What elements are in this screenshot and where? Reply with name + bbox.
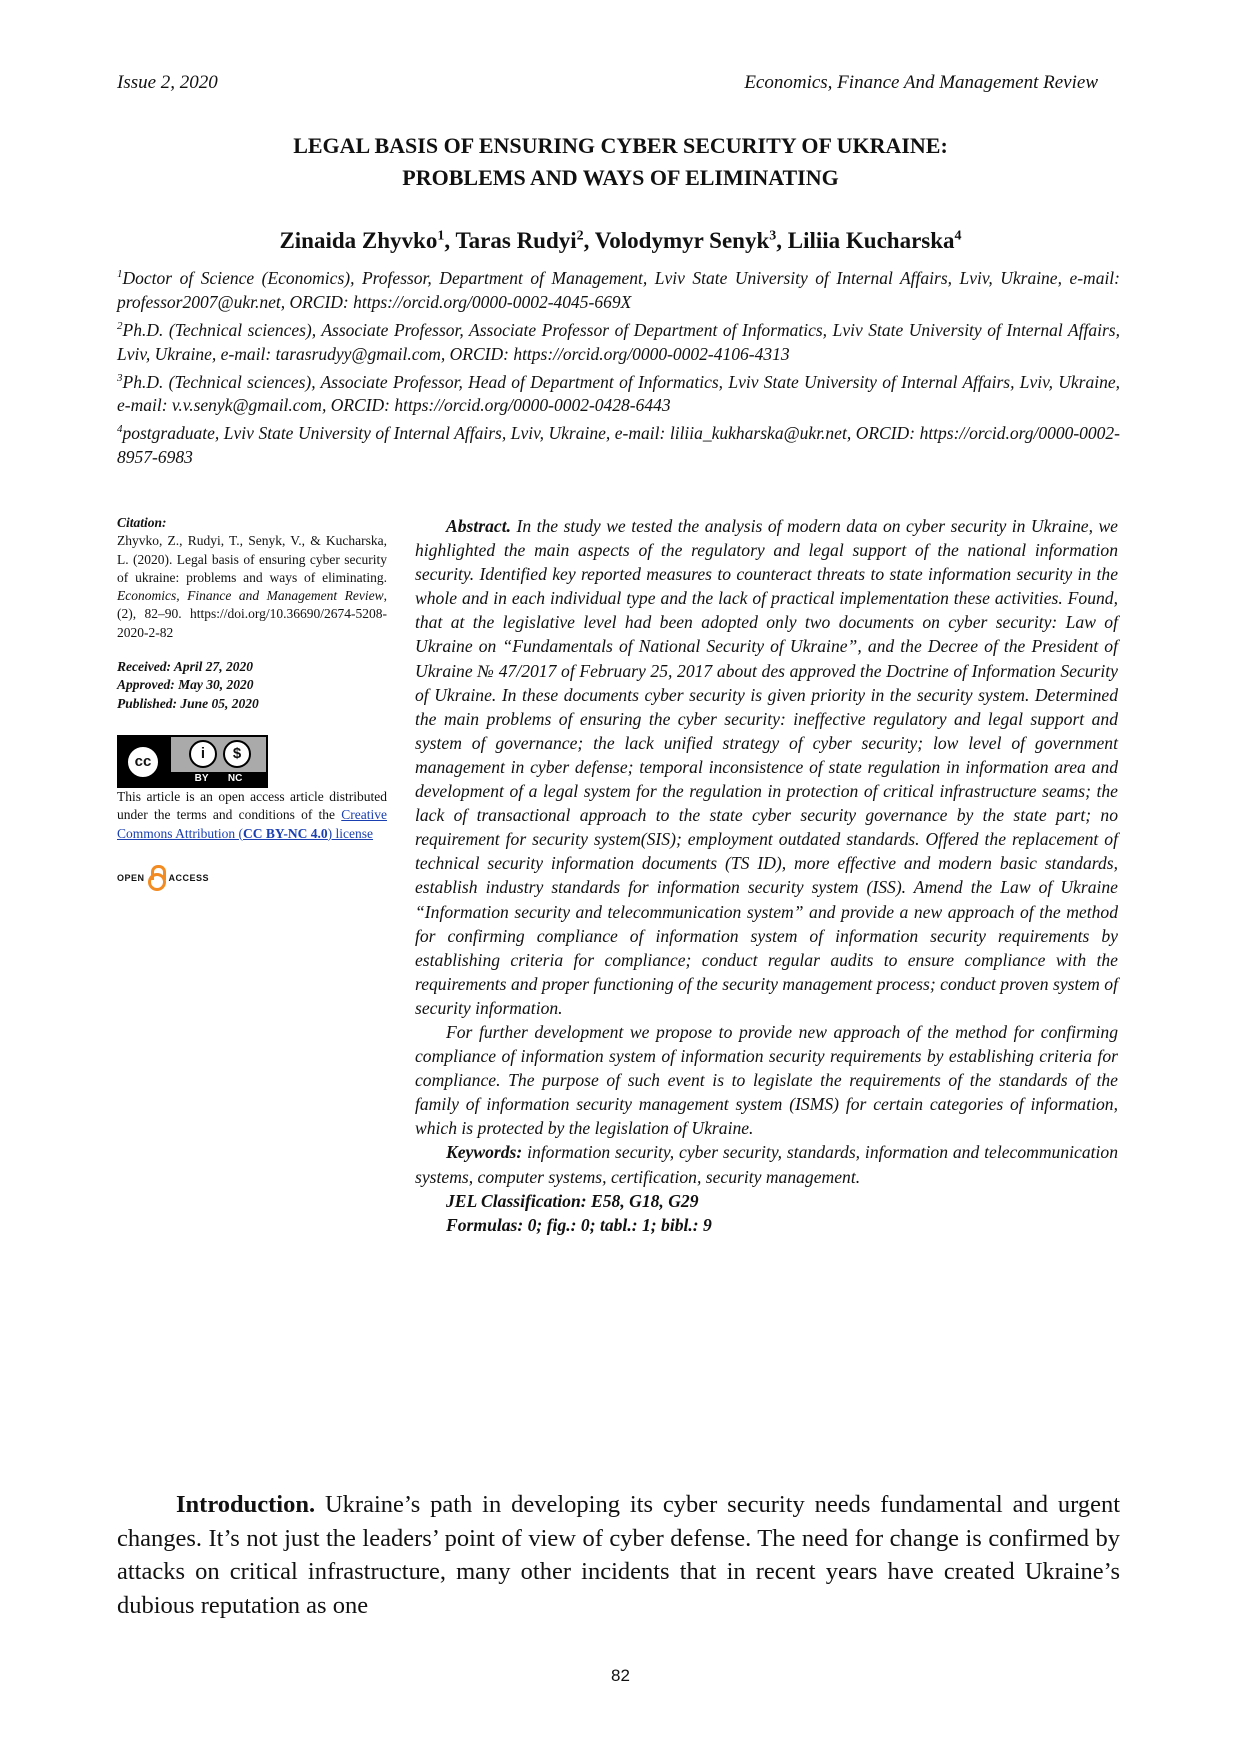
open-access-open: OPEN <box>117 872 145 883</box>
nc-label: NC <box>227 772 243 784</box>
introduction-text: Ukraine’s path in developing its cyber security needs fundamental and urgent changes. It’s not just the leaders’ point of view of cyber defense. The need for change is confirmed by attacks on critical infrastructure, many other incidents that in recent years have created Ukraine’s dubious reputation as one <box>117 1491 1120 1619</box>
affiliation-sup: 1 <box>117 268 123 280</box>
affiliation <box>117 417 1120 469</box>
license-text <box>117 788 387 843</box>
open-access-logo <box>117 865 387 891</box>
citation-doi: , (2), 82–90. https://doi.org/10.36690/2674-5208-2020-2-82 <box>117 588 387 640</box>
citation-journal: Economics, Finance and Management Review <box>117 588 384 604</box>
author-separator: , <box>776 228 788 253</box>
author-sup: 1 <box>437 228 445 244</box>
author-sup: 3 <box>769 228 777 244</box>
affiliation <box>117 262 1120 314</box>
affiliation-text: postgraduate, Lviv State University of Internal Affairs, Lviv, Ukraine, e-mail: liliia_kukharska@ukr.net, ORCID: https://orcid.org/0000-0002-8957-6983 <box>117 423 1120 468</box>
article-sidebar <box>117 514 387 891</box>
formulas-text: Formulas: 0; fig.: 0; tabl.: 1; bibl.: 9 <box>446 1214 712 1235</box>
cc-icon: cc <box>125 744 161 780</box>
noncommercial-icon: $ <box>223 740 251 768</box>
abstract-paragraph-2: For further development we propose to provide new approach of the method for confirming compliance of information system of information security requirements by establishing criteria for compliance. The purpose of such event is to legislate the requirements of the standards of the family of information security management system (ISMS) for certain categories of information, which is protected by the legislation of Ukraine. <box>415 1021 1118 1139</box>
license-link-part: Creative Commons Attribution ( <box>117 807 387 841</box>
introduction-label: Introduction. <box>176 1491 316 1518</box>
author-sup: 2 <box>576 228 584 244</box>
jel-classification <box>415 1189 1118 1213</box>
affiliation-text: Ph.D. (Technical sciences), Associate Professor, Associate Professor of Department of Informatics, Lviv State University of Internal Affairs, Lviv, Ukraine, e-mail: tarasrudyy@gmail.com, ORCID: https://orcid.org/0000-0002-4106-4313 <box>117 319 1120 364</box>
keywords <box>415 1140 1118 1188</box>
citation-text <box>117 532 387 642</box>
abstract <box>415 514 1118 1237</box>
cc-badge-bar <box>171 772 266 786</box>
abstract-paragraph <box>415 514 1118 1020</box>
abstract-label: Abstract. <box>446 516 512 536</box>
introduction-paragraph <box>117 1488 1120 1622</box>
issue-label: Issue 2, 2020 <box>117 72 218 93</box>
attribution-icon: i <box>189 740 217 768</box>
page-number: 82 <box>611 1666 630 1685</box>
open-access-access: ACCESS <box>168 872 210 883</box>
author-separator: , <box>444 228 456 253</box>
author-name: Volodymyr Senyk <box>594 228 770 253</box>
affiliation-text: Ph.D. (Technical sciences), Associate Professor, Head of Department of Informatics, Lviv State University of Internal Affairs, Lviv, Ukraine, e-mail: v.v.senyk@gmail.com, ORCID: https://orcid.org/0000-0002-0428-6443 <box>117 371 1120 416</box>
keywords-text: information security, cyber security, standards, information and telecommunication systems, computer systems, certification, security management. <box>415 1142 1118 1187</box>
affiliation <box>117 314 1120 366</box>
keywords-label: Keywords: <box>446 1142 523 1163</box>
author-separator: , <box>583 228 595 253</box>
affiliation-sup: 3 <box>117 371 123 384</box>
author-name: Liliia Kucharska <box>787 228 955 253</box>
citation-authors: Zhyvko, Z., Rudyi, T., Senyk, V., & Kucharska, L. (2020). Legal basis of ensuring cyber security of ukraine: problems and ways of eliminating. <box>117 533 387 585</box>
affiliations <box>117 262 1120 469</box>
journal-name: Economics, Finance And Management Review <box>744 72 1098 93</box>
title-line: PROBLEMS AND WAYS OF ELIMINATING <box>402 165 839 190</box>
published-date: Published: June 05, 2020 <box>117 695 259 711</box>
approved-date: Approved: May 30, 2020 <box>117 677 254 693</box>
license-link-bold: CC BY-NC 4.0 <box>243 825 328 841</box>
author-name: Zinaida Zhyvko <box>279 228 438 253</box>
article-title <box>117 130 1124 194</box>
author-list <box>117 228 1124 254</box>
license-link-part: ) license <box>327 825 374 841</box>
affiliation <box>117 366 1120 418</box>
running-header <box>117 72 1098 94</box>
introduction <box>117 1488 1120 1622</box>
abstract-text: In the study we tested the analysis of modern data on cyber security in Ukraine, we highlighted the main aspects of the regulatory and legal support of the national information security. Identified key reported measures to counteract threats to state information security in the whole and in each individual type and the lack of practical implementation these activities. Found, that at the legislative level had been adopted only two documents on cyber security: Law of Ukraine on “Fundamentals of National Security of Ukraine”, and the Decree of the President of Ukraine № 47/2017 of February 25, 2017 about des approved the Doctrine of Information Security of Ukraine. In these documents cyber security is given priority in the security system. Determined the main problems of ensuring the cyber security: ineffective regulatory and legal support and system of governance; the lack unified strategy of cyber security; low level of government management in cyber defense; temporal inconsistence of state regulation in information area and development of a legal system for the regulation in protection of critical infrastructure seams; the lack of transactional approach to the state cyber security governance by the state part; no requirement for security system(SIS); employment outdated standards. Offered the replacement of technical security information documents (TS ID), more effective and modern basic standards, establish industry standards for information security system (ISS). Amend the Law of Ukraine “Information security and telecommunication system” and provide a new approach of the method for confirming compliance of information system of information security requirements by establishing criteria for compliance; conduct regular audits to ensure compliance with the requirements and proper functioning of the security management process; conduct proven system of security information. <box>415 516 1118 1018</box>
jel-text: JEL Classification: E58, G18, G29 <box>446 1190 699 1211</box>
affiliation-text: Doctor of Science (Economics), Professor, Department of Management, Lviv State University of Internal Affairs, Lviv, Ukraine, e-mail: professor2007@ukr.net, ORCID: https://orcid.org/0000-0002-4045-669X <box>117 267 1120 312</box>
affiliation-sup: 2 <box>117 319 123 332</box>
author-sup: 4 <box>954 228 962 244</box>
license-sentence: This article is an open access article distributed under the terms and conditions of the <box>117 788 387 823</box>
open-lock-icon <box>148 865 166 891</box>
formulas-count <box>415 1213 1118 1237</box>
by-label: BY <box>194 772 209 784</box>
author-name: Taras Rudyi <box>455 228 577 253</box>
citation-label: Citation: <box>117 515 167 530</box>
article-dates <box>117 658 387 713</box>
affiliation-sup: 4 <box>117 423 123 436</box>
cc-license-badge[interactable] <box>117 735 268 788</box>
received-date: Received: April 27, 2020 <box>117 659 253 675</box>
title-line: LEGAL BASIS OF ENSURING CYBER SECURITY OF UKRAINE: <box>293 133 948 158</box>
